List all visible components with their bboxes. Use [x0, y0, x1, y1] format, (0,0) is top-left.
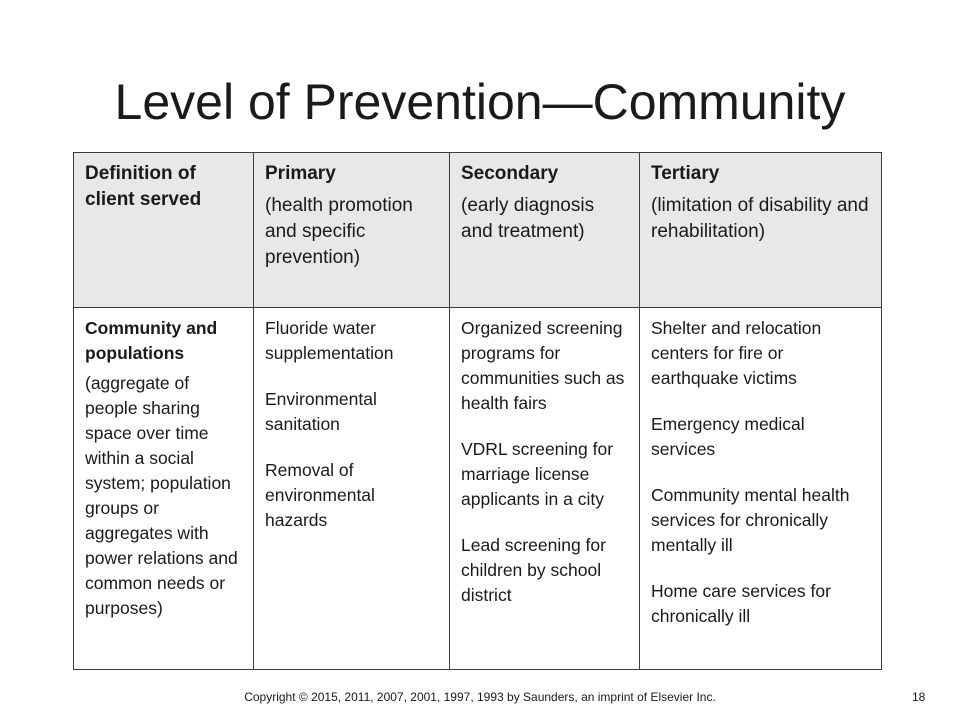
page-number: 18 [912, 690, 926, 704]
client-description: (aggregate of people sharing space over time within a social system; population groups or aggregates with power relations and common needs or purposes) [85, 373, 238, 618]
header-subtitle: (early diagnosis and treatment) [461, 195, 595, 242]
tertiary-cell [640, 308, 882, 670]
prevention-table [73, 152, 882, 670]
list-item: Emergency medical services [651, 414, 805, 459]
list-item: Fluoride water supplementation [265, 318, 394, 363]
list-item: VDRL screening for marriage license applicants in a city [461, 439, 614, 509]
header-cell-primary [254, 153, 450, 308]
header-label: Tertiary [651, 163, 720, 184]
header-cell-definition [74, 153, 254, 308]
header-label: Definition of client served [85, 163, 202, 210]
list-item: Environmental sanitation [265, 389, 377, 434]
copyright-footer: Copyright © 2015, 2011, 2007, 2001, 1997, 1993 by Saunders, an imprint of Elsevier Inc. [244, 690, 716, 704]
list-item: Lead screening for children by school district [461, 535, 606, 605]
list-item: Community mental health services for chronically mentally ill [651, 485, 850, 555]
header-subtitle: (health promotion and specific prevention) [265, 195, 413, 268]
client-cell [74, 308, 254, 670]
slide-title: Level of Prevention—Community [114, 74, 846, 130]
list-item: Organized screening programs for communities such as health fairs [461, 318, 625, 413]
header-label: Secondary [461, 163, 559, 184]
primary-cell [254, 308, 450, 670]
header-row [74, 153, 882, 308]
list-item: Removal of environmental hazards [265, 460, 375, 530]
list-item: Shelter and relocation centers for fire or earthquake victims [651, 318, 822, 388]
header-cell-secondary [450, 153, 640, 308]
header-cell-tertiary [640, 153, 882, 308]
header-subtitle: (limitation of disability and rehabilitation) [651, 195, 869, 242]
header-label: Primary [265, 163, 336, 184]
secondary-cell [450, 308, 640, 670]
table-row [74, 308, 882, 670]
list-item: Home care services for chronically ill [651, 581, 831, 626]
client-label: Community and populations [85, 318, 218, 363]
